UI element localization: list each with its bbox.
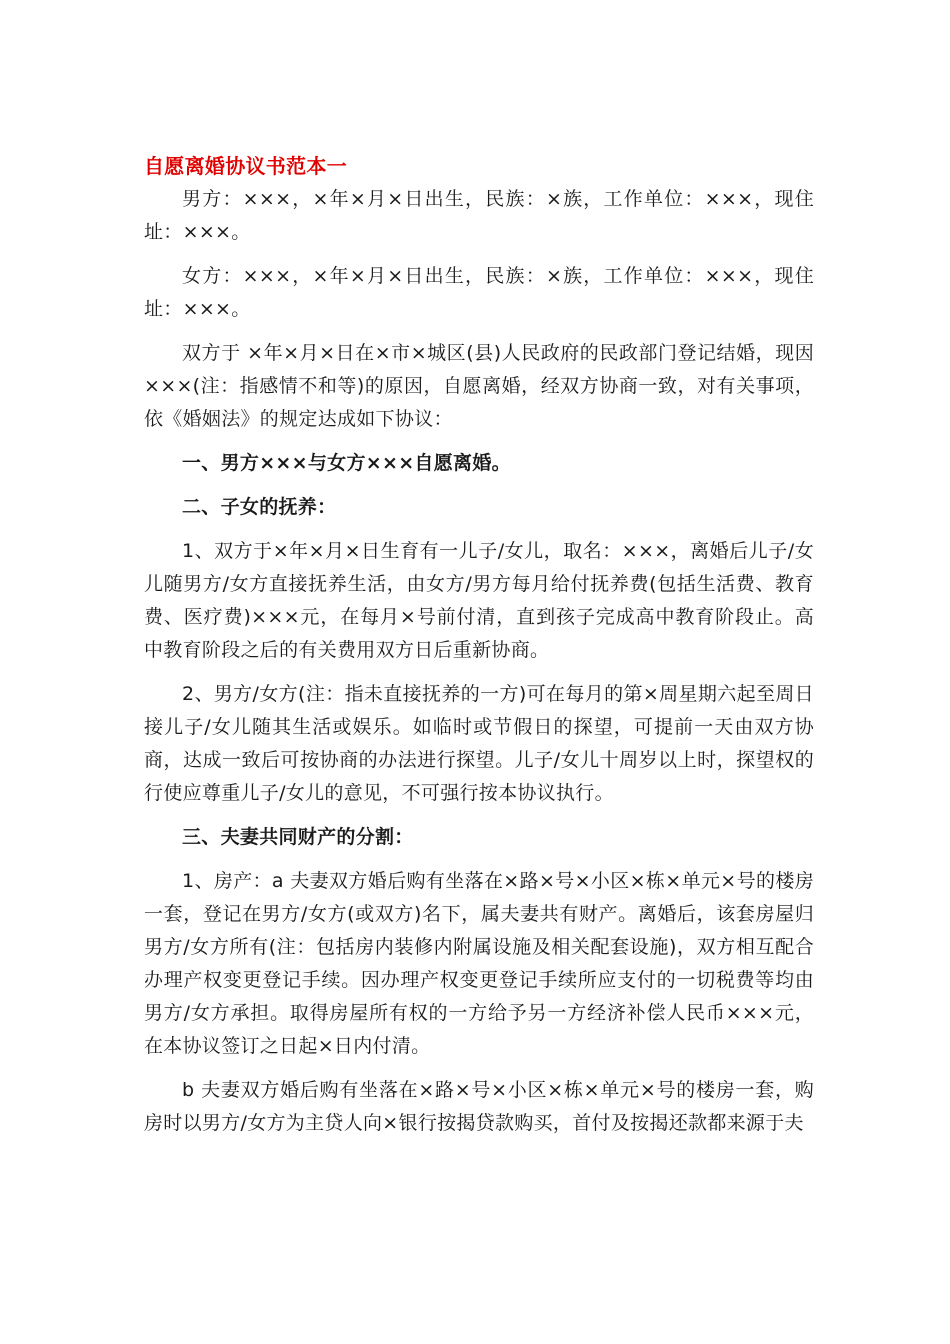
section-heading-child-custody: 二、子女的抚养： [182, 496, 337, 518]
paragraph-female-party: 女方：×××，×年×月×日出生，民族：×族，工作单位：×××，现住址：×××。 [144, 265, 814, 320]
document-body [144, 150, 814, 1151]
paragraph-real-estate-b: b 夫妻双方婚后购有坐落在×路×号×小区×栋×单元×号的楼房一套，购房时以男方/女方为主贷人向×银行按揭贷款购买，首付及按揭还款都来源于夫 [144, 1079, 814, 1134]
paragraph-visitation: 2、男方/女方(注：指未直接抚养的一方)可在每月的第×周星期六起至周日接儿子/女儿随其生活或娱乐。如临时或节假日的探望，可提前一天由双方协商，达成一致后可按协商的办法进行探望。儿子/女儿十周岁以上时，探望权的行使应尊重儿子/女儿的意见，不可强行按本协议执行。 [144, 683, 814, 804]
document-title: 自愿离婚协议书范本一 [144, 154, 347, 178]
section-heading-property-division: 三、夫妻共同财产的分割： [182, 826, 414, 848]
paragraph-child-support: 1、双方于×年×月×日生育有一儿子/女儿，取名：×××，离婚后儿子/女儿随男方/女方直接抚养生活，由女方/男方每月给付抚养费(包括生活费、教育费、医疗费)×××元，在每月×号前付清，直到孩子完成高中教育阶段止。高中教育阶段之后的有关费用双方日后重新协商。 [144, 540, 814, 661]
paragraph-real-estate-a: 1、房产：a 夫妻双方婚后购有坐落在×路×号×小区×栋×单元×号的楼房一套，登记在男方/女方(或双方)名下，属夫妻共有财产。离婚后，该套房屋归男方/女方所有(注：包括房内装修内附属设施及相关配套设施)，双方相互配合办理产权变更登记手续。因办理产权变更登记手续所应支付的一切税费等均由男方/女方承担。取得房屋所有权的一方给予另一方经济补偿人民币×××元，在本协议签订之日起×日内付清。 [144, 870, 814, 1057]
paragraph-marriage-registration: 双方于 ×年×月×日在×市×城区(县)人民政府的民政部门登记结婚，现因×××(注：指感情不和等)的原因，自愿离婚，经双方协商一致，对有关事项，依《婚姻法》的规定达成如下协议： [144, 342, 814, 430]
section-heading-divorce: 一、男方×××与女方×××自愿离婚。 [182, 452, 511, 474]
paragraph-male-party: 男方：×××，×年×月×日出生，民族：×族，工作单位：×××，现住址：×××。 [144, 188, 814, 243]
